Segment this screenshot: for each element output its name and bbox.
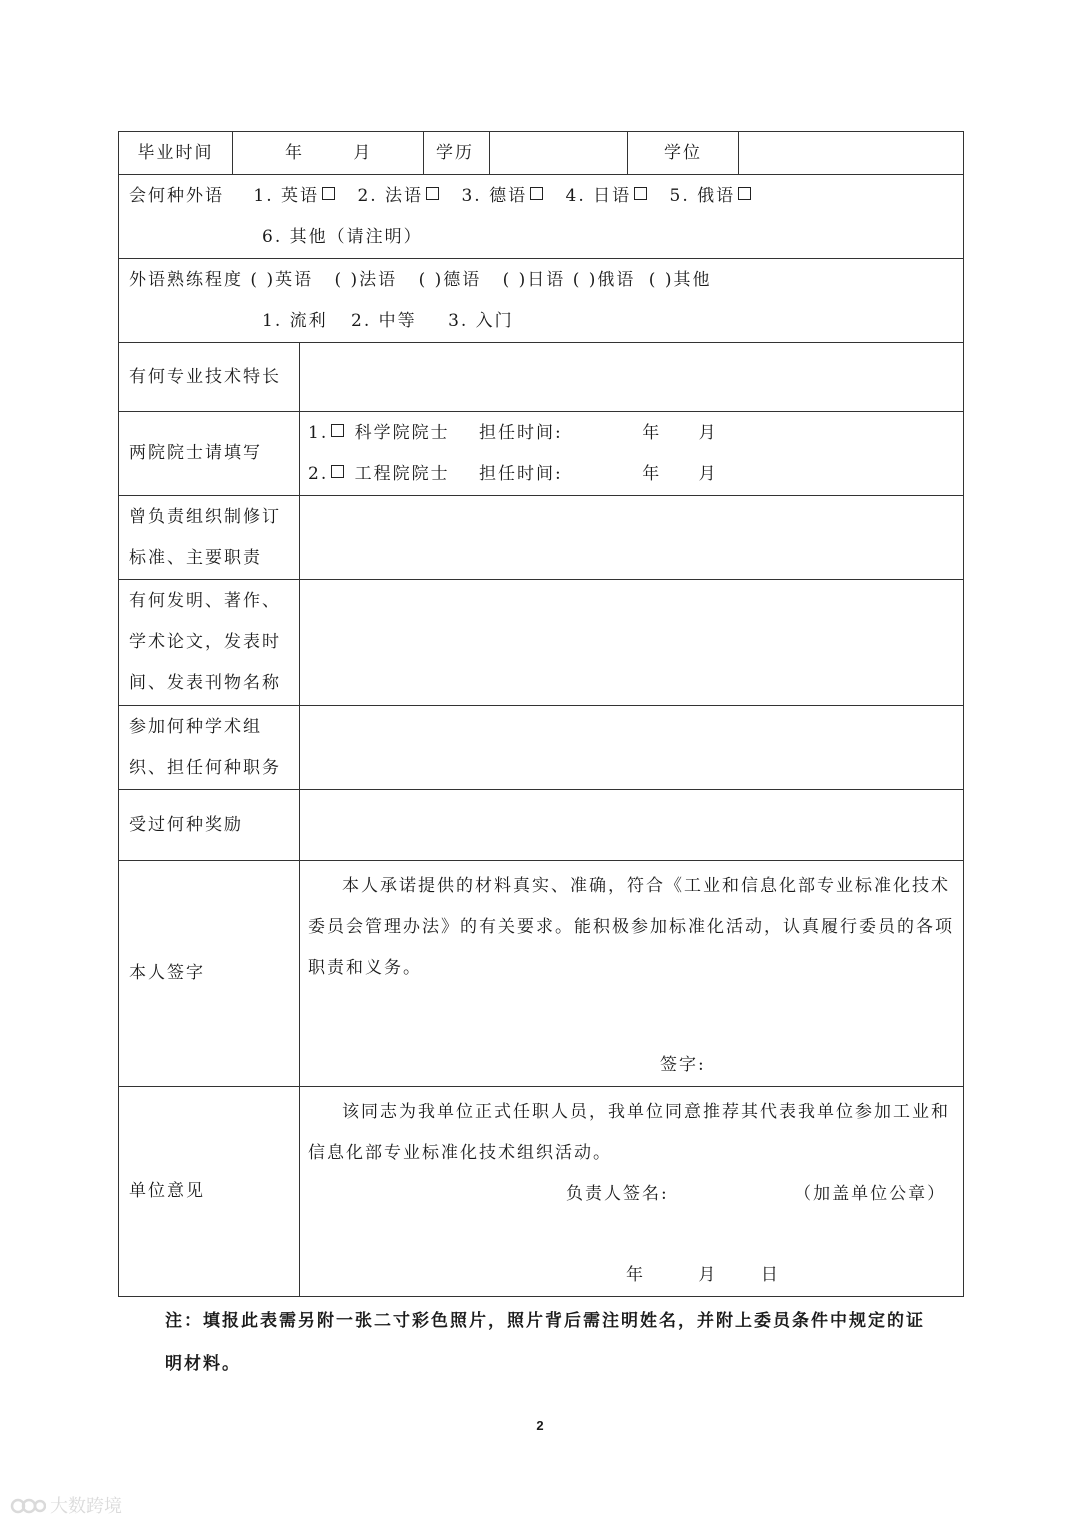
orgs-field[interactable]	[300, 706, 964, 790]
languages-cell	[119, 175, 964, 259]
standards-field[interactable]	[300, 496, 964, 580]
languages-row	[119, 175, 964, 259]
cae-line: 2. 工程院院士 担任时间: 年 月	[308, 463, 718, 484]
lang-option-japanese[interactable]: 4. 日语	[566, 186, 651, 206]
academician-label: 两院院士请填写	[119, 412, 300, 496]
signature-row	[119, 861, 964, 1087]
specialty-field[interactable]	[300, 343, 964, 412]
footnote: 注：填报此表需另附一张二寸彩色照片，照片背后需注明姓名，并附上委员条件中规定的证明材料。	[165, 1311, 925, 1374]
grad-year-label: 年	[285, 142, 304, 163]
proficiency-row	[119, 259, 964, 343]
term-label: 担任时间:	[479, 422, 563, 443]
level-fluent: 1. 流利	[262, 310, 328, 331]
education-field[interactable]	[490, 132, 628, 175]
signature-statement: 本人承诺提供的材料真实、准确，符合《工业和信息化部专业标准化技术委员会管理办法》的有关要求。能积极参加标准化活动，认真履行委员的各项职责和义务。	[308, 876, 954, 978]
proficiency-label: 外语熟练程度	[129, 269, 243, 290]
application-form	[118, 131, 963, 1297]
watermark-text: 大数跨境	[50, 1496, 122, 1517]
checkbox-icon[interactable]	[331, 424, 344, 437]
cae-label: 工程院院士	[354, 463, 450, 484]
checkbox-icon[interactable]	[331, 465, 344, 478]
lang-option-russian[interactable]: 5. 俄语	[670, 186, 755, 206]
seal-note: （加盖单位公章）	[794, 1184, 947, 1204]
inventions-row	[119, 580, 964, 706]
orgs-row	[119, 706, 964, 790]
inventions-field[interactable]	[300, 580, 964, 706]
standards-row	[119, 496, 964, 580]
prof-other[interactable]: ( )其他	[648, 269, 712, 290]
unit-opinion-row	[119, 1087, 964, 1297]
prof-english[interactable]: ( )英语	[250, 269, 314, 290]
checkbox-icon[interactable]	[738, 187, 751, 200]
graduation-time-label: 毕业时间	[119, 132, 233, 175]
page-number: 2	[536, 1418, 544, 1433]
orgs-label: 参加何种学术组 织、担任何种职务	[119, 706, 300, 790]
academician-row	[119, 412, 964, 496]
unit-statement: 该同志为我单位正式任职人员，我单位同意推荐其代表我单位参加工业和信息化部专业标准化技术组织活动。	[308, 1102, 950, 1163]
prof-french[interactable]: ( )法语	[334, 269, 398, 290]
specialty-label: 有何专业技术特长	[119, 343, 300, 412]
lang-option-french[interactable]: 2. 法语	[357, 186, 442, 206]
checkbox-icon[interactable]	[426, 187, 439, 200]
checkbox-icon[interactable]	[530, 187, 543, 200]
specialty-row	[119, 343, 964, 412]
lang-option-other[interactable]: 6. 其他（请注明）	[262, 226, 423, 247]
graduation-row	[119, 132, 964, 175]
awards-row	[119, 790, 964, 861]
grad-month-label: 月	[353, 142, 373, 163]
signature-cell	[300, 861, 964, 1087]
proficiency-cell	[119, 259, 964, 343]
form-table	[118, 131, 964, 1297]
unit-opinion-cell	[300, 1087, 964, 1297]
education-label: 学历	[424, 132, 490, 175]
languages-label: 会何种外语	[129, 185, 224, 206]
watermark	[10, 1492, 122, 1518]
prof-russian[interactable]: ( )俄语	[572, 269, 636, 290]
awards-label: 受过何种奖励	[119, 790, 300, 861]
term-label: 担任时间:	[479, 463, 563, 484]
cas-label: 科学院院士	[354, 422, 450, 443]
graduation-time-field[interactable]	[233, 132, 424, 175]
academician-cell	[300, 412, 964, 496]
principal-sign-label[interactable]: 负责人签名:	[566, 1184, 669, 1204]
prof-japanese[interactable]: ( )日语	[502, 269, 566, 290]
inventions-label: 有何发明、著作、 学术论文，发表时 间、发表刊物名称	[119, 580, 300, 706]
checkbox-icon[interactable]	[322, 187, 335, 200]
lang-option-german[interactable]: 3. 德语	[461, 186, 546, 206]
unit-opinion-label: 单位意见	[119, 1087, 300, 1297]
degree-field[interactable]	[739, 132, 964, 175]
standards-label: 曾负责组织制修订 标准、主要职责	[119, 496, 300, 580]
signature-label: 本人签字	[119, 861, 300, 1087]
level-intermediate: 2. 中等	[351, 310, 417, 331]
degree-label: 学位	[628, 132, 739, 175]
prof-german[interactable]: ( )德语	[418, 269, 482, 290]
awards-field[interactable]	[300, 790, 964, 861]
sign-here-label[interactable]: 签字:	[660, 1055, 706, 1075]
level-beginner: 3. 入门	[448, 310, 514, 331]
lang-option-english[interactable]: 1. 英语	[253, 186, 338, 206]
unit-date[interactable]: 年 月 日	[626, 1265, 780, 1285]
checkbox-icon[interactable]	[634, 187, 647, 200]
watermark-logo-icon	[10, 1494, 46, 1516]
cas-line: 1. 科学院院士 担任时间: 年 月	[308, 422, 718, 443]
